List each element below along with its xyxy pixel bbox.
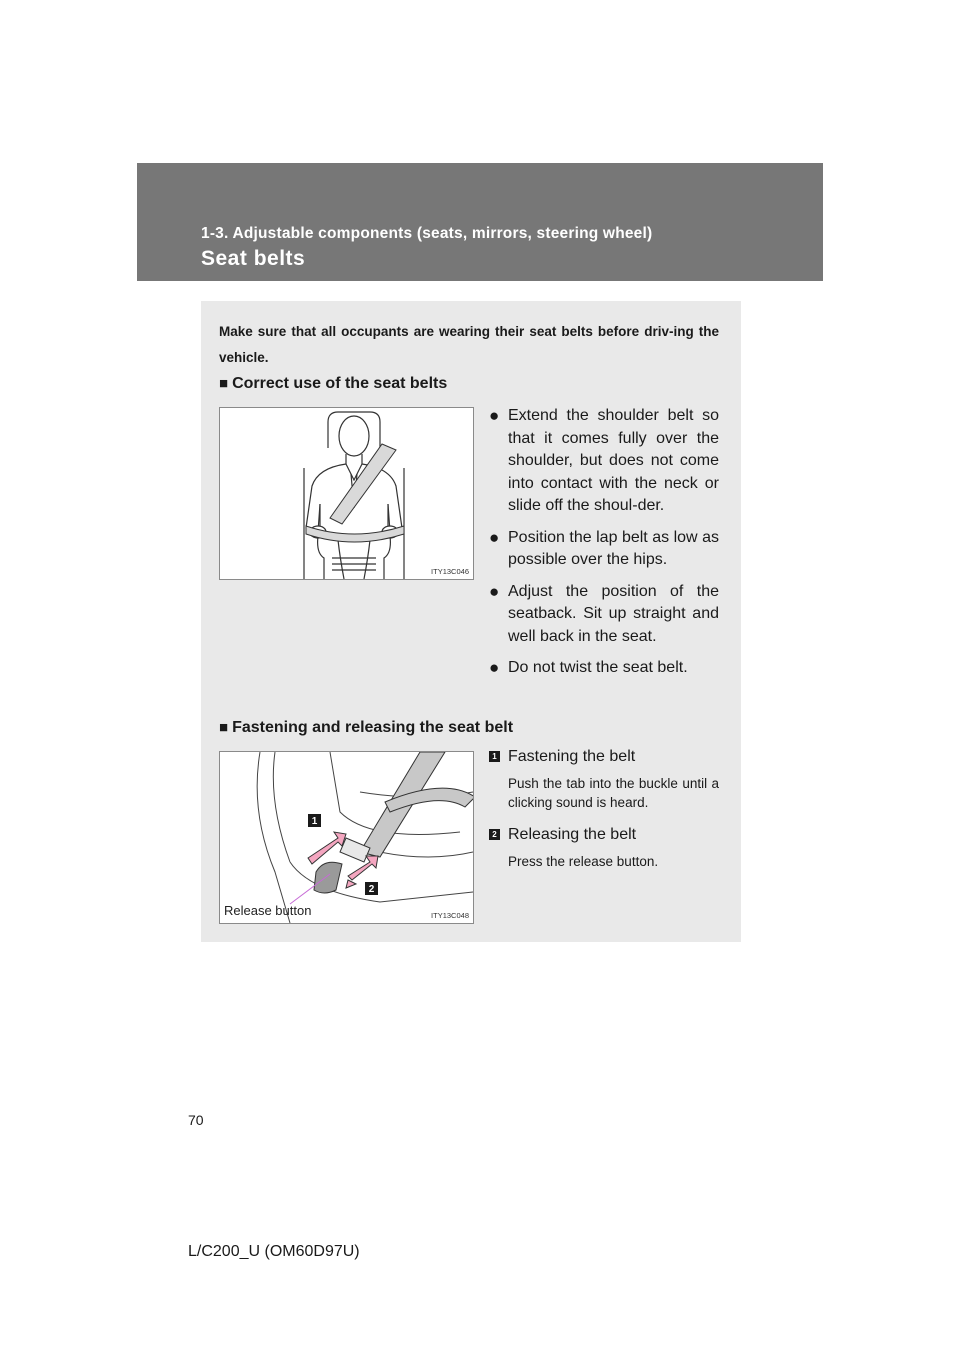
figure-code: ITY13C046 (431, 567, 469, 576)
figure-seated-person (219, 407, 474, 580)
seated-person-illustration (220, 408, 473, 579)
heading-correct-use (219, 375, 447, 393)
page-number: 70 (188, 1112, 204, 1128)
content-box (201, 301, 741, 942)
step-number-badge: 2 (489, 829, 500, 840)
figure-marker-1: 1 (311, 816, 318, 827)
step-description: Push the tab into the buckle until a clicking sound is heard. (508, 776, 719, 810)
figure-buckle (219, 751, 474, 924)
chapter-header (137, 163, 823, 281)
step-title: 1 Fastening the belt (489, 746, 719, 768)
heading-fastening (219, 719, 513, 737)
footer-code: L/C200_U (OM60D97U) (188, 1243, 360, 1260)
bullet-item: ● Position the lap belt as low as possible over the hips. (489, 527, 719, 568)
release-button-label: Release button (224, 903, 312, 918)
page-title: Seat belts (201, 247, 306, 270)
figure-marker-2: 2 (368, 884, 375, 895)
step-title: 2 Releasing the belt (489, 824, 719, 846)
fastening-steps (489, 746, 719, 883)
intro-text: Make sure that all occupants are wearing their seat belts before driv-ing the vehicle. (219, 324, 719, 365)
buckle-illustration (220, 752, 473, 923)
bullet-item: ● Adjust the position of the seatback. Sit up straight and well back in the seat. (489, 581, 719, 645)
heading-text: Correct use of the seat belts (232, 375, 448, 392)
section-label: 1-3. Adjustable components (seats, mirrors, steering wheel) (201, 225, 653, 242)
step-number-badge: 1 (489, 751, 500, 762)
round-bullet-icon: ● (489, 581, 500, 601)
square-bullet-icon: ■ (219, 719, 229, 736)
round-bullet-icon: ● (489, 527, 500, 547)
bullet-item: ● Extend the shoulder belt so that it comes fully over the shoulder, but does not come into contact with the neck or slide off the shoul-der. (489, 406, 719, 514)
heading-text: Fastening and releasing the seat belt (232, 719, 514, 736)
square-bullet-icon: ■ (219, 375, 229, 392)
correct-use-bullets (489, 405, 719, 689)
round-bullet-icon: ● (489, 658, 500, 677)
round-bullet-icon: ● (489, 406, 500, 425)
bullet-item: ● Do not twist the seat belt. (489, 657, 719, 680)
figure-code: ITY13C048 (431, 911, 469, 920)
step-description: Press the release button. (508, 854, 659, 869)
